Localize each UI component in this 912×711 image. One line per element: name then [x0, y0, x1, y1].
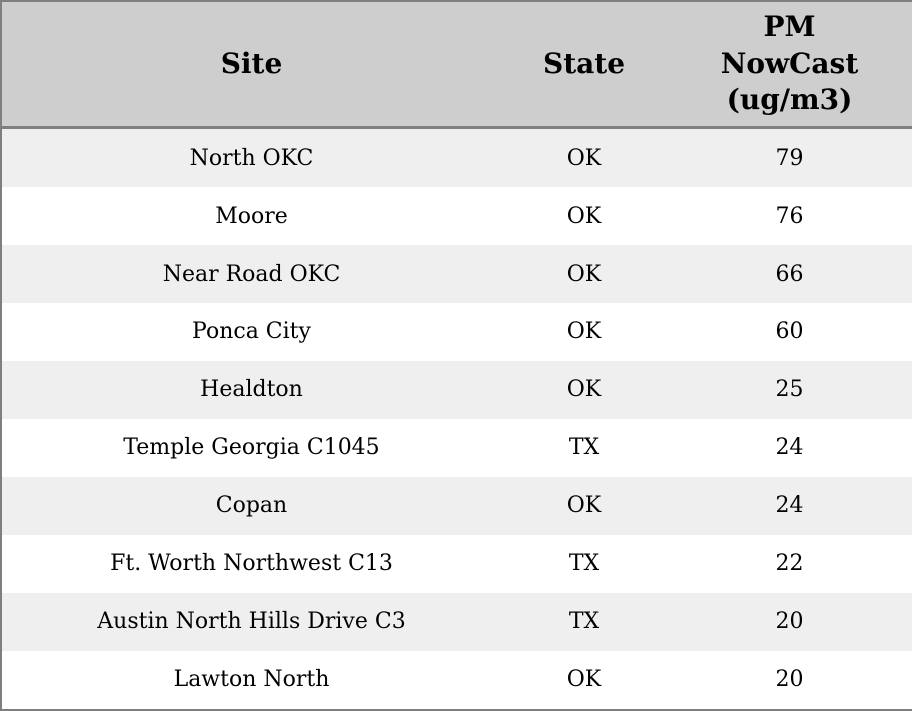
column-header-pm-nowcast [667, 1, 912, 128]
table-row [1, 361, 912, 419]
cell-pm-nowcast: 24 [775, 435, 804, 461]
table-row [1, 477, 912, 535]
cell-state: OK [566, 493, 602, 519]
table-row [1, 593, 912, 651]
cell-state: TX [568, 551, 600, 577]
table-body [1, 128, 912, 711]
cell-pm-nowcast: 20 [775, 609, 804, 635]
cell-pm-nowcast: 24 [775, 493, 804, 519]
cell-state: TX [568, 435, 600, 461]
table-row [1, 419, 912, 477]
column-header-site-label: Site [220, 46, 283, 80]
column-header-state-label: State [542, 46, 626, 80]
table-row [1, 128, 912, 188]
cell-site: Ponca City [192, 319, 311, 345]
table-row [1, 651, 912, 710]
table-row [1, 245, 912, 303]
table-row [1, 187, 912, 245]
cell-site: Temple Georgia C1045 [123, 435, 380, 461]
cell-pm-nowcast: 66 [775, 261, 804, 287]
cell-state: TX [568, 609, 600, 635]
cell-site: Moore [215, 203, 288, 229]
cell-state: OK [566, 261, 602, 287]
cell-state: OK [566, 319, 602, 345]
column-header-pm-nowcast-label: PM NowCast (ug/m3) [720, 10, 859, 117]
cell-site: North OKC [189, 145, 314, 171]
cell-state: OK [566, 377, 602, 403]
cell-site: Lawton North [173, 667, 330, 693]
cell-pm-nowcast: 20 [775, 667, 804, 693]
table-header-row [1, 1, 912, 128]
column-header-site [1, 1, 501, 128]
cell-pm-nowcast: 79 [775, 145, 804, 171]
cell-state: OK [566, 145, 602, 171]
table-row [1, 535, 912, 593]
column-header-state [501, 1, 667, 128]
cell-pm-nowcast: 25 [775, 377, 804, 403]
cell-pm-nowcast: 76 [775, 203, 804, 229]
cell-site: Ft. Worth Northwest C13 [110, 551, 393, 577]
cell-pm-nowcast: 22 [775, 551, 804, 577]
cell-site: Healdton [200, 377, 303, 403]
table-row [1, 303, 912, 361]
cell-state: OK [566, 667, 602, 693]
cell-site: Copan [215, 493, 288, 519]
cell-state: OK [566, 203, 602, 229]
cell-site: Austin North Hills Drive C3 [97, 609, 406, 635]
cell-pm-nowcast: 60 [775, 319, 804, 345]
cell-site: Near Road OKC [162, 261, 341, 287]
